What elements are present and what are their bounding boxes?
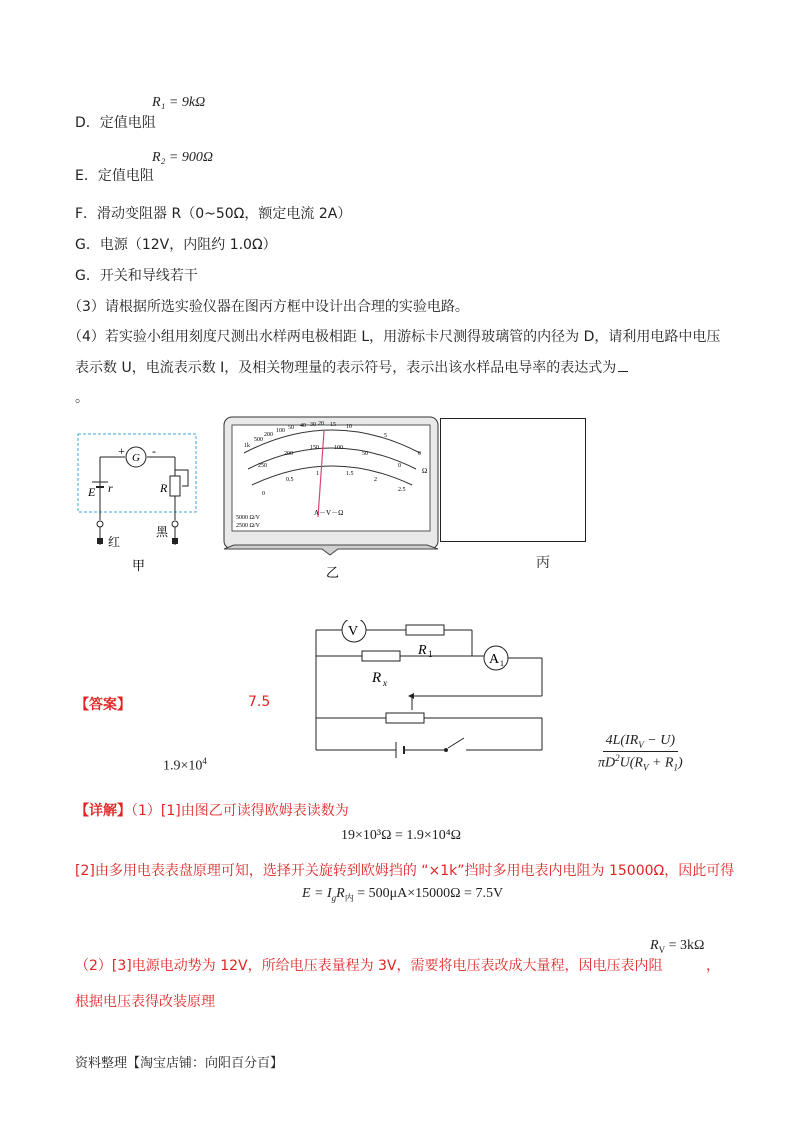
svg-text:1k: 1k bbox=[244, 443, 250, 449]
svg-text:5: 5 bbox=[384, 433, 387, 439]
circuit-ammeter: A bbox=[489, 652, 500, 667]
item-d: D．定值电阻 bbox=[75, 115, 156, 131]
svg-text:2: 2 bbox=[374, 477, 377, 483]
svg-text:0.5: 0.5 bbox=[286, 477, 294, 483]
detail-tag: 【详解】 bbox=[75, 803, 131, 819]
svg-text:2.5: 2.5 bbox=[398, 487, 406, 493]
detail-eq2: $E = I_gR_内 = 500\mu A\times 15000\Omega = 7.5V$ bbox=[302, 886, 504, 903]
figure-bing-box bbox=[440, 418, 586, 542]
circuit-rx-label: R bbox=[372, 670, 382, 686]
question-4-text: 表示数 U，电流表示数 I，及相关物理量的表示符号，表示出该水样品电导率的表达式为 bbox=[75, 360, 617, 376]
svg-text:500: 500 bbox=[254, 437, 263, 443]
label-black: 黑 bbox=[156, 525, 169, 539]
formula-r1: R₁ = 9kΩ bbox=[152, 95, 206, 110]
footer-text: 资料整理【淘宝店铺：向阳百分百】 bbox=[75, 1056, 284, 1071]
svg-text:100: 100 bbox=[276, 428, 285, 434]
figure-jia bbox=[70, 430, 210, 590]
label-r: r bbox=[108, 481, 113, 495]
svg-text:40: 40 bbox=[300, 423, 306, 429]
expr-numerator: $4L(IR_V - U)$ bbox=[603, 733, 678, 752]
svg-text:20: 20 bbox=[318, 421, 324, 427]
meter-ohm-symbol: Ω bbox=[422, 467, 428, 475]
question-3: （3）请根据所选实验仪器在图丙方框中设计出合理的实验电路。 bbox=[68, 299, 469, 315]
expr-denominator: $\pi D^2U(R_V + R_1)$ bbox=[598, 752, 683, 773]
detail-p4: 根据电压表得改装原理 bbox=[75, 994, 215, 1010]
label-red: 红 bbox=[108, 535, 121, 549]
question-4-line1: （4）若实验小组用刻度尺测出水样两电极相距 L，用游标卡尺测得玻璃管的内径为 D，请利用电路中电压 bbox=[68, 329, 721, 345]
detail-p2: [2]由多用电表表盘原理可知，选择开关旋转到欧姆挡的 “×1k”挡时多用电表内电阻为 15000Ω，因此可得 bbox=[75, 863, 735, 879]
label-plus: + bbox=[118, 444, 125, 458]
question-4-line2 bbox=[75, 357, 628, 377]
svg-text:100: 100 bbox=[334, 445, 343, 451]
svg-text:1: 1 bbox=[316, 471, 319, 477]
caption-yi: 乙 bbox=[326, 565, 340, 580]
label-minus: - bbox=[152, 444, 156, 458]
item-g1: G．电源（12V，内阻约 1.0Ω） bbox=[75, 237, 277, 253]
svg-text:10: 10 bbox=[346, 424, 352, 430]
label-R: R bbox=[160, 481, 168, 495]
item-g2: G．开关和导线若干 bbox=[75, 268, 198, 284]
answer-value1: 7.5 bbox=[248, 694, 271, 710]
svg-text:0: 0 bbox=[418, 451, 421, 457]
meter-unit-label: A－V－Ω bbox=[314, 509, 344, 517]
figure-yi bbox=[222, 415, 442, 585]
answer-circuit bbox=[310, 620, 560, 770]
circuit-ammeter-sub: 1 bbox=[500, 659, 504, 668]
meter-spec2: 2500 Ω/V bbox=[236, 523, 260, 529]
svg-text:50: 50 bbox=[362, 451, 368, 457]
label-g: G bbox=[132, 452, 140, 464]
circuit-r1-label: R bbox=[418, 643, 427, 658]
meter-spec1: 5000 Ω/V bbox=[236, 515, 260, 521]
svg-text:50: 50 bbox=[288, 425, 294, 431]
circuit-rx-sub: x bbox=[383, 678, 387, 688]
svg-text:30: 30 bbox=[310, 422, 316, 428]
caption-bing: 丙 bbox=[536, 555, 550, 571]
svg-text:0: 0 bbox=[398, 463, 401, 469]
answer-expression bbox=[595, 733, 686, 772]
svg-text:250: 250 bbox=[258, 463, 267, 469]
detail-rv-formula: $R_V = 3k\Omega$ bbox=[650, 938, 705, 955]
svg-text:15: 15 bbox=[330, 422, 336, 428]
svg-text:200: 200 bbox=[264, 432, 273, 438]
item-f: F．滑动变阻器 R（0~50Ω，额定电流 2A） bbox=[75, 206, 352, 222]
detail-eq1: 19×10³Ω = 1.9×10⁴Ω bbox=[341, 828, 462, 843]
svg-text:200: 200 bbox=[284, 451, 293, 457]
detail-p1: （1）[1]由图乙可读得欧姆表读数为 bbox=[131, 803, 349, 819]
svg-text:150: 150 bbox=[310, 445, 319, 451]
answer-value2: $1.9\times 10^4$ bbox=[163, 756, 207, 774]
item-e: E．定值电阻 bbox=[75, 168, 154, 184]
question-4-line3: 。 bbox=[75, 390, 89, 406]
circuit-r1-sub: 1 bbox=[428, 649, 433, 659]
detail-p3: （2）[3]电源电动势为 12V，所给电压表量程为 3V，需要将电压表改成大量程，因电压表内阻 bbox=[75, 958, 663, 974]
detail-p3-comma: ， bbox=[706, 958, 720, 974]
answer-tag: 【答案】 bbox=[75, 697, 131, 713]
caption-jia: 甲 bbox=[132, 558, 146, 573]
svg-text:1.5: 1.5 bbox=[346, 471, 354, 477]
circuit-voltmeter: V bbox=[348, 624, 359, 639]
detail-line1 bbox=[75, 800, 349, 820]
label-e: E bbox=[88, 485, 96, 499]
svg-text:0: 0 bbox=[262, 491, 265, 497]
formula-r2: R₂ = 900Ω bbox=[152, 150, 213, 165]
